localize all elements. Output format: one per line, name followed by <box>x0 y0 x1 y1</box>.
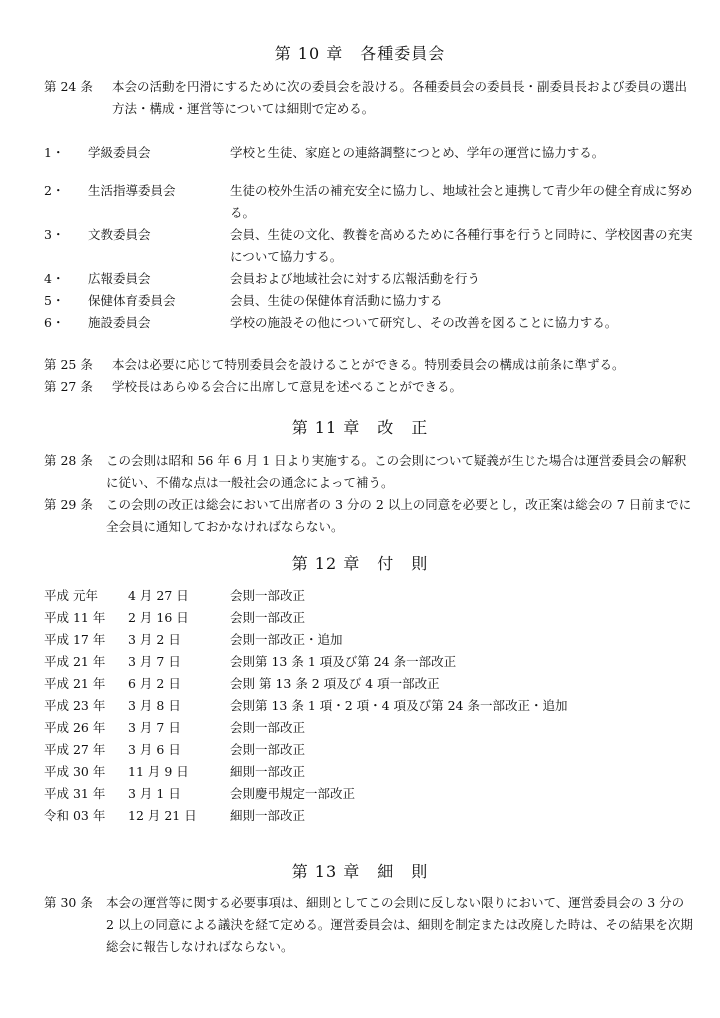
committee-description: 学校と生徒、家庭との連絡調整につとめ、学年の運営に協力する。 <box>230 145 605 160</box>
history-date: 3 月 1 日 <box>128 786 181 801</box>
history-date: 3 月 7 日 <box>128 654 181 669</box>
history-note: 会則 第 13 条 2 項及び 4 項一部改正 <box>230 676 440 691</box>
chapter-10-title: 第 10 章 各種委員会 <box>274 44 446 63</box>
history-era: 平成 30 年 <box>44 764 106 779</box>
history-era: 平成 27 年 <box>44 742 106 757</box>
committee-name: 施設委員会 <box>88 315 151 330</box>
history-era: 平成 26 年 <box>44 720 106 735</box>
article-28 <box>44 450 694 494</box>
committee-number: 2・ <box>44 183 65 198</box>
article-30-number: 第 30 条 <box>44 895 93 910</box>
history-note: 会則慶弔規定一部改正 <box>230 786 356 801</box>
history-era: 平成 11 年 <box>44 610 106 625</box>
history-row <box>44 717 684 739</box>
history-note: 会則第 13 条 1 項・2 項・4 項及び第 24 条一部改正・追加 <box>230 698 568 713</box>
committee-number: 5・ <box>44 293 65 308</box>
article-25-number: 第 25 条 <box>44 357 93 372</box>
history-note: 会則第 13 条 1 項及び第 24 条一部改正 <box>230 654 457 669</box>
history-note: 細則一部改正 <box>230 808 306 823</box>
history-row <box>44 607 684 629</box>
history-era: 令和 03 年 <box>44 808 106 823</box>
history-date: 12 月 21 日 <box>128 808 197 823</box>
history-date: 3 月 7 日 <box>128 720 181 735</box>
history-date: 3 月 6 日 <box>128 742 181 757</box>
history-row <box>44 783 684 805</box>
history-note: 会則一部改正 <box>230 742 306 757</box>
committee-name: 広報委員会 <box>88 271 151 286</box>
article-30-text: 本会の運営等に関する必要事項は、細則としてこの会則に反しない限りにおいて、運営委員会の 3 分の 2 以上の同意による議決を経て定める。運営委員会は、細則を制定または改廃した時は、その結果を次期総会に報告しなければならない。 <box>106 895 693 954</box>
history-era: 平成 21 年 <box>44 654 106 669</box>
history-date: 3 月 8 日 <box>128 698 181 713</box>
history-note: 細則一部改正 <box>230 764 306 779</box>
history-row <box>44 739 684 761</box>
committee-name: 保健体育委員会 <box>88 293 176 308</box>
history-row <box>44 673 684 695</box>
committee-description: 生徒の校外生活の補充安全に協力し、地域社会と連携して青少年の健全育成に努める。 <box>230 183 693 220</box>
history-note: 会則一部改正 <box>230 610 306 625</box>
chapter-12-title: 第 12 章 付 則 <box>291 554 429 573</box>
committee-item <box>44 142 694 164</box>
history-note: 会則一部改正・追加 <box>230 632 343 647</box>
committee-number: 4・ <box>44 271 65 286</box>
history-row <box>44 585 684 607</box>
committee-description: 会員、生徒の文化、教養を高めるために各種行事を行うと同時に、学校図書の充実について協力する。 <box>230 227 693 264</box>
history-date: 2 月 16 日 <box>128 610 189 625</box>
committee-description: 学校の施設その他について研究し、その改善を図ることに協力する。 <box>230 315 618 330</box>
history-row <box>44 629 684 651</box>
article-29-number: 第 29 条 <box>44 497 93 512</box>
article-24-number: 第 24 条 <box>44 79 93 94</box>
article-30 <box>44 892 694 958</box>
history-era: 平成 17 年 <box>44 632 106 647</box>
history-era: 平成 31 年 <box>44 786 106 801</box>
committee-number: 1・ <box>44 145 65 160</box>
article-28-text: この会則は昭和 56 年 6 月 1 日より実施する。この会則について疑義が生じた場合は運営委員会の解釈に従い、不備な点は一般社会の通念によって補う。 <box>106 453 687 490</box>
history-era: 平成 21 年 <box>44 676 106 691</box>
committee-description: 会員および地域社会に対する広報活動を行う <box>230 271 481 286</box>
article-24-text: 本会の活動を円滑にするために次の委員会を設ける。各種委員会の委員長・副委員長および委員の選出方法・構成・運営等については細則で定める。 <box>112 79 688 116</box>
committee-name: 文教委員会 <box>88 227 151 242</box>
history-date: 3 月 2 日 <box>128 632 181 647</box>
committee-number: 3・ <box>44 227 65 242</box>
committee-item <box>44 180 694 224</box>
article-27 <box>44 376 694 398</box>
committee-name: 生活指導委員会 <box>88 183 176 198</box>
chapter-11-title: 第 11 章 改 正 <box>291 418 429 437</box>
committee-item <box>44 290 694 312</box>
history-era: 平成 23 年 <box>44 698 106 713</box>
history-date: 11 月 9 日 <box>128 764 189 779</box>
history-note: 会則一部改正 <box>230 588 306 603</box>
history-date: 6 月 2 日 <box>128 676 181 691</box>
committee-description: 会員、生徒の保健体育活動に協力する <box>230 293 443 308</box>
committee-name: 学級委員会 <box>88 145 151 160</box>
committee-item <box>44 312 694 334</box>
chapter-13-title: 第 13 章 細 則 <box>291 862 429 881</box>
article-25 <box>44 354 694 376</box>
history-row <box>44 761 684 783</box>
article-24 <box>44 76 694 120</box>
article-27-number: 第 27 条 <box>44 379 93 394</box>
committee-item <box>44 268 694 290</box>
article-25-text: 本会は必要に応じて特別委員会を設けることができる。特別委員会の構成は前条に準ずる。 <box>112 357 625 372</box>
history-note: 会則一部改正 <box>230 720 306 735</box>
article-27-text: 学校長はあらゆる会合に出席して意見を述べることができる。 <box>112 379 463 394</box>
history-era: 平成 元年 <box>44 588 98 603</box>
history-row <box>44 651 684 673</box>
article-29 <box>44 494 694 538</box>
article-29-text: この会則の改正は総会において出席者の 3 分の 2 以上の同意を必要とし，改正案は総会の 7 日前までに全会員に通知しておかなければならない。 <box>106 497 692 534</box>
history-row <box>44 805 684 827</box>
history-row <box>44 695 684 717</box>
history-date: 4 月 27 日 <box>128 588 189 603</box>
article-28-number: 第 28 条 <box>44 453 93 468</box>
committee-item <box>44 224 694 268</box>
committee-number: 6・ <box>44 315 65 330</box>
